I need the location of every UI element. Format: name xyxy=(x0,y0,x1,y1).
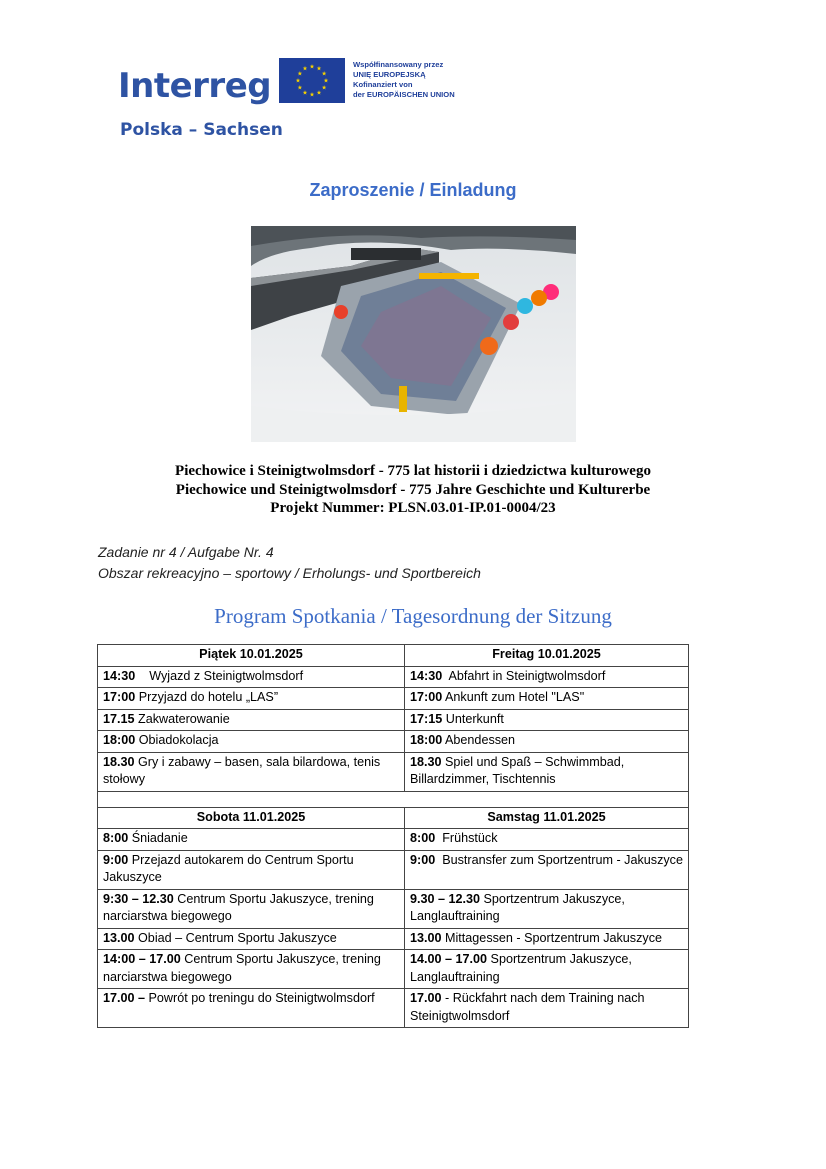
table-row xyxy=(98,989,689,1028)
time-label: 9:00 xyxy=(410,852,436,867)
time-label: 8:00 xyxy=(103,831,129,845)
time-label: 14:30 xyxy=(103,668,136,683)
ski-event-photo xyxy=(251,226,576,442)
time-label: 18.30 xyxy=(103,754,135,769)
day-header-de: Samstag 11.01.2025 xyxy=(405,807,689,829)
time-label: 9.30 – 12.30 xyxy=(410,891,481,906)
table-row xyxy=(98,950,689,989)
activity-label: Zakwaterowanie xyxy=(134,711,230,726)
interreg-logo: Interreg xyxy=(118,66,272,106)
schedule-cell-pl xyxy=(98,688,405,710)
schedule-cell-de xyxy=(405,688,689,710)
program-title: Program Spotkania / Tagesordnung der Sitzung xyxy=(214,604,612,628)
time-label: 8:00 xyxy=(410,831,436,845)
schedule-cell-de xyxy=(405,709,689,731)
schedule-cell-pl xyxy=(98,989,405,1028)
activity-label: Abfahrt in Steinigtwolmsdorf xyxy=(442,668,606,683)
schedule-cell-de xyxy=(405,989,689,1028)
time-label: 14:30 xyxy=(410,668,443,683)
day-header-row xyxy=(98,645,689,667)
activity-label: Obiad – Centrum Sportu Jakuszyce xyxy=(134,930,337,945)
eu-line-1: Współfinansowany przez xyxy=(353,60,444,69)
activity-label: Sportzentrum Jakuszyce, Langlauftraining xyxy=(410,952,636,984)
time-label: 9:30 – 12.30 xyxy=(103,891,174,906)
time-label: 17.00 – xyxy=(103,991,146,1005)
schedule-cell-pl xyxy=(98,950,405,989)
schedule-cell-pl xyxy=(98,709,405,731)
schedule-cell-de xyxy=(405,829,689,851)
schedule-cell-de xyxy=(405,928,689,950)
activity-label: Bustransfer zum Sportzentrum - Jakuszyce xyxy=(435,852,683,867)
region-label: Polska – Sachsen xyxy=(120,120,283,140)
schedule-cell-pl xyxy=(98,850,405,889)
spacer-row xyxy=(98,791,689,807)
activity-label: Unterkunft xyxy=(442,711,504,726)
table-row xyxy=(98,928,689,950)
project-title-de: Piechowice und Steinigtwolmsdorf - 775 Jahre Geschichte und Kulturerbe xyxy=(175,481,651,498)
time-label: 17.15 xyxy=(103,711,135,726)
activity-label: Frühstück xyxy=(435,831,498,845)
day-header-pl: Sobota 11.01.2025 xyxy=(98,807,405,829)
day-header-de: Freitag 10.01.2025 xyxy=(405,645,689,667)
time-label: 18:00 xyxy=(410,733,443,747)
spacer-cell xyxy=(98,791,689,807)
schedule-cell-pl xyxy=(98,928,405,950)
schedule-cell-pl xyxy=(98,752,405,791)
task-area: Obszar rekreacyjno – sportowy / Erholungs- und Sportbereich xyxy=(98,565,481,581)
eu-line-3: Kofinanziert von xyxy=(353,80,413,89)
table-row xyxy=(98,850,689,889)
time-label: 17:15 xyxy=(410,711,443,726)
schedule-cell-pl xyxy=(98,666,405,688)
activity-label: - Rückfahrt nach dem Training nach Steinigtwolmsdorf xyxy=(410,991,649,1023)
project-title-pl: Piechowice i Steinigtwolmsdorf - 775 lat historii i dziedzictwa kulturowego xyxy=(175,463,651,479)
time-label: 18.30 xyxy=(410,754,442,769)
table-row xyxy=(98,666,689,688)
activity-label: Gry i zabawy – basen, sala bilardowa, tenis stołowy xyxy=(103,754,384,786)
schedule-cell-de xyxy=(405,731,689,753)
activity-label: Centrum Sportu Jakuszyce, trening narciarstwa biegowego xyxy=(103,952,385,984)
page-title: Zaproszenie / Einladung xyxy=(309,180,517,200)
time-label: 17:00 xyxy=(410,690,443,704)
schedule-cell-de xyxy=(405,850,689,889)
table-row xyxy=(98,889,689,928)
schedule-cell-de xyxy=(405,752,689,791)
activity-label: Centrum Sportu Jakuszyce, trening narciarstwa biegowego xyxy=(103,891,378,923)
activity-label: Przyjazd do hotelu „LAS” xyxy=(135,690,279,704)
activity-label: Abendessen xyxy=(442,733,516,747)
time-label: 17:00 xyxy=(103,690,136,704)
activity-label: Mittagessen - Sportzentrum Jakuszyce xyxy=(441,930,662,945)
table-row xyxy=(98,709,689,731)
eu-cofinancing-label xyxy=(353,60,455,100)
day-header-pl: Piątek 10.01.2025 xyxy=(98,645,405,667)
time-label: 13.00 xyxy=(103,930,135,945)
task-block xyxy=(98,542,481,584)
schedule-cell-pl xyxy=(98,829,405,851)
schedule-cell-pl xyxy=(98,731,405,753)
day-header-row xyxy=(98,807,689,829)
task-number: Zadanie nr 4 / Aufgabe Nr. 4 xyxy=(98,544,274,560)
table-row xyxy=(98,752,689,791)
eu-flag-icon xyxy=(279,58,345,103)
time-label: 18:00 xyxy=(103,733,136,747)
activity-label: Śniadanie xyxy=(128,831,188,845)
schedule-table xyxy=(97,644,689,1028)
table-row xyxy=(98,829,689,851)
schedule-cell-de xyxy=(405,950,689,989)
activity-label: Spiel und Spaß – Schwimmbad, Billardzimmer, Tischtennis xyxy=(410,754,628,786)
eu-line-2: UNIĘ EUROPEJSKĄ xyxy=(353,70,426,79)
time-label: 17.00 xyxy=(410,991,442,1005)
activity-label: Sportzentrum Jakuszyce, Langlauftraining xyxy=(410,891,629,923)
project-number: Projekt Nummer: PLSN.03.01-IP.01-0004/23 xyxy=(270,500,556,516)
activity-label: Powrót po treningu do Steinigtwolmsdorf xyxy=(145,991,375,1005)
table-row xyxy=(98,688,689,710)
project-title-block xyxy=(0,462,826,518)
activity-label: Wyjazd z Steinigtwolmsdorf xyxy=(135,668,304,683)
activity-label: Przejazd autokarem do Centrum Sportu Jakuszyce xyxy=(103,852,358,884)
time-label: 14.00 – 17.00 xyxy=(410,952,488,966)
time-label: 9:00 xyxy=(103,852,129,867)
table-row xyxy=(98,731,689,753)
schedule-cell-de xyxy=(405,666,689,688)
schedule-cell-de xyxy=(405,889,689,928)
activity-label: Obiadokolacja xyxy=(135,733,219,747)
time-label: 13.00 xyxy=(410,930,442,945)
schedule-cell-pl xyxy=(98,889,405,928)
time-label: 14:00 – 17.00 xyxy=(103,952,181,966)
activity-label: Ankunft zum Hotel "LAS" xyxy=(442,690,585,704)
eu-line-4: der EUROPÄISCHEN UNION xyxy=(353,90,455,99)
